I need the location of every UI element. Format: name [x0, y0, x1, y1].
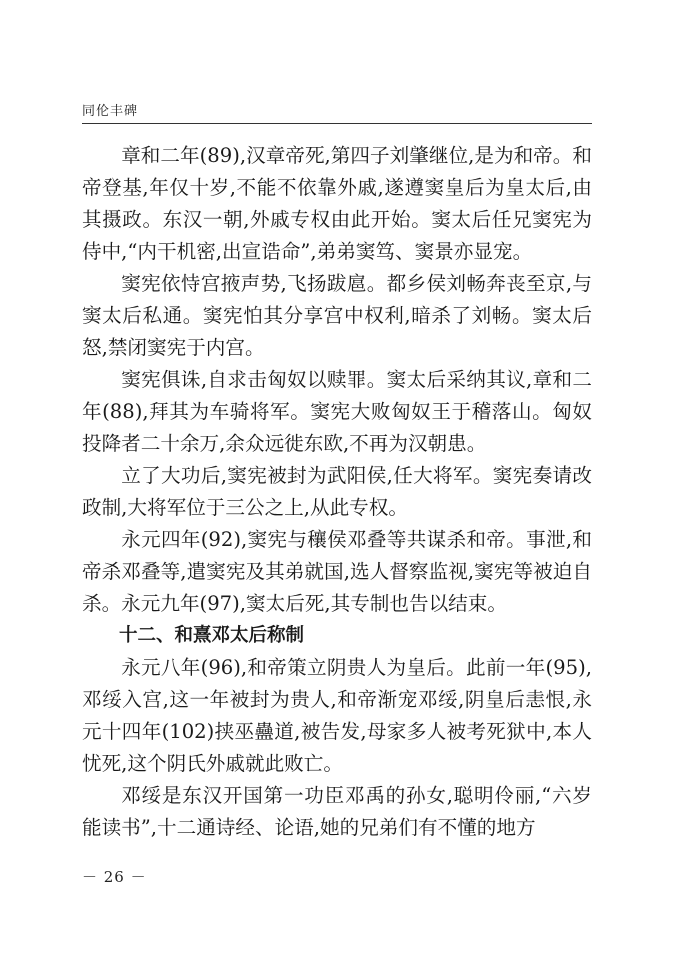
- header-rule: [82, 123, 592, 124]
- paragraph: 立了大功后,窦宪被封为武阳侯,任大将军。窦宪奏请改政制,大将军位于三公之上,从此专权。: [82, 464, 592, 519]
- running-head: 同伦丰碑: [82, 104, 139, 119]
- paragraph: 永元八年(96),和帝策立阴贵人为皇后。此前一年(95),邓绥入宫,这一年被封为贵人,和帝渐宠邓绥,阴皇后恚恨,永元十四年(102)挟巫蠱道,被告发,母家多人被考死狱中,本人忧死,这个阴氏外戚就此败亡。: [82, 656, 592, 775]
- section-heading: 十二、和熹邓太后称制: [119, 625, 305, 646]
- body-text: [82, 140, 592, 844]
- paragraph: 永元四年(92),窦宪与穰侯邓叠等共谋杀和帝。事泄,和帝杀邓叠等,遣窦宪及其弟就国,选人督察监视,窦宪等被迫自杀。永元九年(97),窦太后死,其专制也告以结束。: [82, 528, 592, 615]
- paragraph: 邓绥是东汉开国第一功臣邓禹的孙女,聪明伶丽,“六岁能读书”,十二通诗经、论语,她的兄弟们有不懂的地方: [82, 784, 592, 839]
- paragraph: 窦宪依恃宫掖声势,飞扬跋扈。都乡侯刘畅奔丧至京,与窦太后私通。窦宪怕其分享宫中权利,暗杀了刘畅。窦太后怒,禁闭窦宪于内宫。: [82, 272, 592, 359]
- page-number: － 26 －: [82, 868, 147, 886]
- paragraph: 章和二年(89),汉章帝死,第四子刘肇继位,是为和帝。和帝登基,年仅十岁,不能不依靠外戚,遂遵窦皇后为皇太后,由其摄政。东汉一朝,外戚专权由此开始。窦太后任兄窦宪为侍中,“内干机密,出宣诰命”,弟弟窦笃、窦景亦显宠。: [82, 144, 592, 263]
- paragraph: 窦宪俱诛,自求击匈奴以赎罪。窦太后采纳其议,章和二年(88),拜其为车骑将军。窦宪大败匈奴王于稽落山。匈奴投降者二十余万,余众远徙东欧,不再为汉朝患。: [82, 368, 592, 455]
